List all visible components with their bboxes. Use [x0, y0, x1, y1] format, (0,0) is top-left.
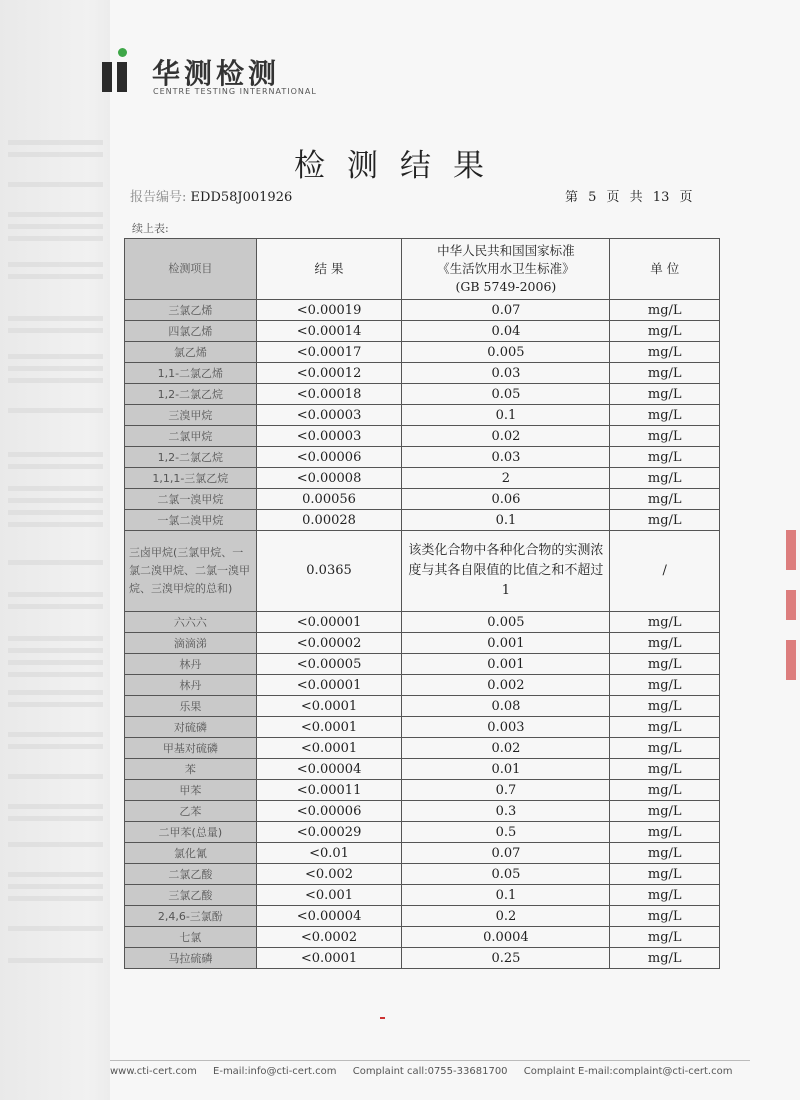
table-row: [125, 531, 720, 612]
result-cell: <0.00029: [256, 822, 402, 843]
table-row: [125, 717, 720, 738]
result-cell: <0.00014: [256, 321, 402, 342]
limit-cell: 0.2: [402, 906, 610, 927]
unit-cell: mg/L: [610, 426, 720, 447]
unit-cell: mg/L: [610, 612, 720, 633]
continued-label: 续上表:: [132, 222, 169, 235]
table-row: [125, 801, 720, 822]
header-item: 检测项目: [125, 239, 257, 300]
item-cell: 氯乙烯: [125, 342, 257, 363]
result-cell: 0.00028: [256, 510, 402, 531]
limit-cell: 0.25: [402, 948, 610, 969]
unit-cell: mg/L: [610, 489, 720, 510]
item-cell: 甲基对硫磷: [125, 738, 257, 759]
limit-cell: 0.001: [402, 633, 610, 654]
item-cell: 1,2-二氯乙烷: [125, 447, 257, 468]
report-number-label: 报告编号:: [130, 190, 187, 205]
result-cell: <0.00001: [256, 612, 402, 633]
company-logo: [100, 40, 320, 100]
limit-cell: 0.1: [402, 885, 610, 906]
result-cell: <0.00002: [256, 633, 402, 654]
result-cell: <0.0001: [256, 738, 402, 759]
table-row: [125, 927, 720, 948]
table-row: [125, 633, 720, 654]
limit-cell: 0.07: [402, 300, 610, 321]
red-stamp-fragment: [786, 590, 796, 620]
header-result: 结 果: [256, 239, 402, 300]
item-cell: 二氯一溴甲烷: [125, 489, 257, 510]
unit-cell: mg/L: [610, 759, 720, 780]
footer-email: E-mail:info@cti-cert.com: [213, 1066, 337, 1077]
result-cell: <0.0002: [256, 927, 402, 948]
result-cell: <0.00018: [256, 384, 402, 405]
table-row: [125, 384, 720, 405]
report-number-value: EDD58J001926: [190, 190, 293, 205]
limit-cell: 0.05: [402, 384, 610, 405]
limit-cell: 0.02: [402, 426, 610, 447]
unit-cell: mg/L: [610, 822, 720, 843]
result-cell: <0.00012: [256, 363, 402, 384]
result-cell: <0.001: [256, 885, 402, 906]
table-row: [125, 780, 720, 801]
table-row: [125, 654, 720, 675]
table-row: [125, 906, 720, 927]
unit-cell: mg/L: [610, 696, 720, 717]
result-cell: <0.00006: [256, 801, 402, 822]
footer-website: www.cti-cert.com: [110, 1066, 197, 1077]
result-cell: <0.0001: [256, 948, 402, 969]
unit-cell: mg/L: [610, 510, 720, 531]
table-row: [125, 675, 720, 696]
limit-cell: 0.001: [402, 654, 610, 675]
item-cell: 苯: [125, 759, 257, 780]
unit-cell: mg/L: [610, 780, 720, 801]
result-cell: <0.00004: [256, 759, 402, 780]
unit-cell: mg/L: [610, 738, 720, 759]
item-cell: 乙苯: [125, 801, 257, 822]
item-cell: 三氯乙酸: [125, 885, 257, 906]
red-stamp-fragment: [786, 640, 796, 680]
table-row: [125, 864, 720, 885]
item-cell: 三氯乙烯: [125, 300, 257, 321]
table-row: [125, 468, 720, 489]
page-indicator: 第 5 页 共 13 页: [565, 190, 693, 205]
table-row: [125, 447, 720, 468]
red-stamp-fragment: [786, 530, 796, 570]
result-cell: <0.00003: [256, 426, 402, 447]
ink-mark: [380, 1017, 385, 1019]
item-cell: 林丹: [125, 654, 257, 675]
item-cell: 二氯乙酸: [125, 864, 257, 885]
table-row: [125, 885, 720, 906]
unit-cell: mg/L: [610, 633, 720, 654]
table-row: [125, 426, 720, 447]
result-cell: <0.0001: [256, 696, 402, 717]
unit-cell: mg/L: [610, 927, 720, 948]
limit-cell: 2: [402, 468, 610, 489]
result-cell: <0.00005: [256, 654, 402, 675]
table-row: [125, 510, 720, 531]
limit-cell: 0.003: [402, 717, 610, 738]
unit-cell: mg/L: [610, 342, 720, 363]
limit-cell: 0.07: [402, 843, 610, 864]
result-cell: <0.00019: [256, 300, 402, 321]
result-cell: <0.00008: [256, 468, 402, 489]
result-cell: <0.00006: [256, 447, 402, 468]
table-row: [125, 948, 720, 969]
result-cell: <0.00001: [256, 675, 402, 696]
item-cell: 一氯二溴甲烷: [125, 510, 257, 531]
unit-cell: mg/L: [610, 885, 720, 906]
table-row: [125, 342, 720, 363]
unit-cell: mg/L: [610, 906, 720, 927]
item-cell: 二甲苯(总量): [125, 822, 257, 843]
result-cell: 0.00056: [256, 489, 402, 510]
table-row: [125, 843, 720, 864]
table-row: [125, 612, 720, 633]
footer: [110, 1066, 745, 1077]
unit-cell: mg/L: [610, 675, 720, 696]
unit-cell: /: [610, 531, 720, 612]
header-standard-line: 中华人民共和国国家标准: [437, 243, 575, 258]
item-cell: 三溴甲烷: [125, 405, 257, 426]
result-cell: <0.00004: [256, 906, 402, 927]
item-cell: 1,1-二氯乙烯: [125, 363, 257, 384]
item-cell: 滴滴涕: [125, 633, 257, 654]
limit-cell: 0.01: [402, 759, 610, 780]
table-row: [125, 489, 720, 510]
limit-cell: 0.005: [402, 612, 610, 633]
table-row: [125, 300, 720, 321]
unit-cell: mg/L: [610, 363, 720, 384]
limit-cell: 0.05: [402, 864, 610, 885]
limit-cell: 0.03: [402, 363, 610, 384]
unit-cell: mg/L: [610, 654, 720, 675]
item-cell: 乐果: [125, 696, 257, 717]
result-cell: 0.0365: [256, 531, 402, 612]
footer-complaint-call: Complaint call:0755-33681700: [352, 1066, 508, 1077]
limit-cell: 0.08: [402, 696, 610, 717]
item-cell: 2,4,6-三氯酚: [125, 906, 257, 927]
report-number: [130, 186, 292, 205]
header-standard-line: 《生活饮用水卫生标准》: [437, 261, 575, 276]
logo-mark-icon: [100, 48, 138, 92]
result-cell: <0.0001: [256, 717, 402, 738]
limit-cell: 0.04: [402, 321, 610, 342]
limit-cell: 0.5: [402, 822, 610, 843]
page-title: 检测结果: [294, 148, 506, 184]
item-cell: 三卤甲烷(三氯甲烷、一氯二溴甲烷、二氯一溴甲烷、三溴甲烷的总和): [125, 531, 257, 612]
result-cell: <0.01: [256, 843, 402, 864]
item-cell: 马拉硫磷: [125, 948, 257, 969]
unit-cell: mg/L: [610, 447, 720, 468]
item-cell: 氯化氰: [125, 843, 257, 864]
logo-name-cn: 华测检测: [152, 57, 281, 90]
limit-cell: 0.1: [402, 405, 610, 426]
table-header-row: [125, 239, 720, 300]
unit-cell: mg/L: [610, 843, 720, 864]
unit-cell: mg/L: [610, 300, 720, 321]
table-row: [125, 321, 720, 342]
item-cell: 林丹: [125, 675, 257, 696]
table-row: [125, 822, 720, 843]
table-row: [125, 759, 720, 780]
unit-cell: mg/L: [610, 948, 720, 969]
table-row: [125, 696, 720, 717]
limit-cell: 0.0004: [402, 927, 610, 948]
limit-cell: 0.3: [402, 801, 610, 822]
limit-cell: 0.03: [402, 447, 610, 468]
unit-cell: mg/L: [610, 384, 720, 405]
result-cell: <0.00003: [256, 405, 402, 426]
result-cell: <0.00011: [256, 780, 402, 801]
table-row: [125, 363, 720, 384]
header-unit: 单 位: [610, 239, 720, 300]
unit-cell: mg/L: [610, 864, 720, 885]
logo-name-en: CENTRE TESTING INTERNATIONAL: [153, 87, 317, 96]
header-standard-line: (GB 5749-2006): [455, 279, 557, 294]
results-table: [124, 238, 720, 969]
limit-cell: 0.7: [402, 780, 610, 801]
item-cell: 七氯: [125, 927, 257, 948]
item-cell: 甲苯: [125, 780, 257, 801]
limit-cell: 0.005: [402, 342, 610, 363]
table-row: [125, 738, 720, 759]
header-standard: [402, 239, 610, 300]
unit-cell: mg/L: [610, 468, 720, 489]
limit-cell: 0.1: [402, 510, 610, 531]
unit-cell: mg/L: [610, 717, 720, 738]
limit-cell: 0.002: [402, 675, 610, 696]
item-cell: 1,1,1-三氯乙烷: [125, 468, 257, 489]
result-cell: <0.00017: [256, 342, 402, 363]
table-row: [125, 405, 720, 426]
limit-cell: 0.06: [402, 489, 610, 510]
unit-cell: mg/L: [610, 405, 720, 426]
item-cell: 对硫磷: [125, 717, 257, 738]
limit-cell: 该类化合物中各种化合物的实测浓度与其各自限值的比值之和不超过 1: [402, 531, 610, 612]
item-cell: 六六六: [125, 612, 257, 633]
unit-cell: mg/L: [610, 801, 720, 822]
item-cell: 1,2-二氯乙烷: [125, 384, 257, 405]
item-cell: 二氯甲烷: [125, 426, 257, 447]
result-cell: <0.002: [256, 864, 402, 885]
footer-divider: [110, 1060, 750, 1061]
limit-cell: 0.02: [402, 738, 610, 759]
footer-complaint-email: Complaint E-mail:complaint@cti-cert.com: [523, 1066, 733, 1077]
item-cell: 四氯乙烯: [125, 321, 257, 342]
unit-cell: mg/L: [610, 321, 720, 342]
